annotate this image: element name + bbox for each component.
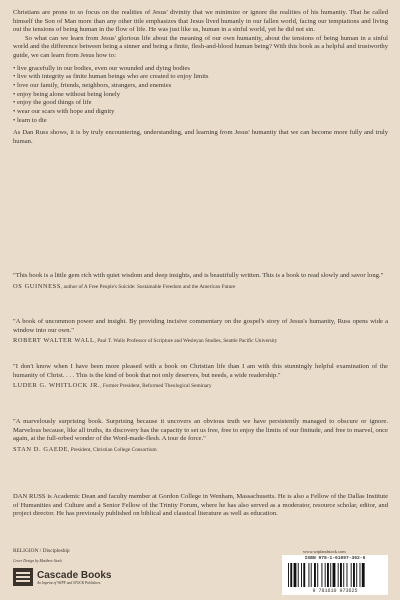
endorsement-attribution xyxy=(13,337,388,345)
category-label: RELIGION / Discipleship xyxy=(13,548,70,554)
endorsement-quote: "This book is a little gem rich with quiet wisdom and deep insights, and is beautifully written. This is a book to read slowly and savor long." xyxy=(13,272,384,279)
list-item: • love our family, friends, neighbors, strangers, and enemies xyxy=(13,81,172,89)
endorsement xyxy=(13,318,388,345)
endorsement-quote: "I don't know when I have been more pleased with a book on Christian life than I am with this stunningly helpful examination of the humanity of Christ. . . . This is the kind of book that not only deserves, but needs, a wide readership." xyxy=(13,363,388,379)
endorsement-attribution xyxy=(13,283,388,291)
list-item: • live with integrity as finite human beings who are created to enjoy limits xyxy=(13,73,209,81)
endorsement-attribution xyxy=(13,446,388,454)
barcode-box xyxy=(282,555,388,595)
endorsement-attribution xyxy=(13,382,388,390)
author-bio xyxy=(13,493,388,519)
list-item: • enjoy being alone without being lonely xyxy=(13,90,121,98)
cover-design-credit: Cover Design by Matthew Stock xyxy=(13,559,62,563)
description xyxy=(13,9,388,147)
intro-paragraph-3: As Dan Russ shows, it is by truly encountering, understanding, and learning from Jesus' humanity that we can become more fully and truly human. xyxy=(13,129,388,146)
endorser-title: , author of A Free People's Suicide: Sustainable Freedom and the American Future xyxy=(60,283,236,290)
endorser-name: OS GUINNESS xyxy=(13,282,61,290)
list-item: • live gracefully in our bodies, even our wounded and dying bodies xyxy=(13,64,191,72)
barcode-number: 9 781610 973625 xyxy=(312,588,358,594)
endorser-name: LUDER G. WHITLOCK JR. xyxy=(13,382,101,390)
isbn-label: ISBN 978-1-61097-362-5 xyxy=(304,556,366,561)
list-item: • wear our scars with hope and dignity xyxy=(13,108,115,116)
learning-list xyxy=(13,65,388,126)
endorsement xyxy=(13,272,388,291)
endorsement xyxy=(13,363,388,390)
endorser-name: STAN D. GAEDE xyxy=(13,445,69,453)
endorsement-quote: "A marvelously surprising book. Surprising because it uncovers an obvious truth we have persistently managed to obscure or ignore. Marvelous because, like all truths, its discovery has the capacity to set us free, free to enjoy the limits of our finitude, and free to marvel, once again, at the full-orbed wonder of the Word-made-flesh. A tour de force." xyxy=(13,418,388,443)
author-bio-text: DAN RUSS is Academic Dean and faculty member at Gordon College in Wenham, Massachusetts. He is also a Fellow of the Dallas Institute of Humanities and Culture and a Senior Fellow of the Trinity Forum, where he has also served as a moderator, resource scholar, editor, and project director. He has previously published on biblical and classical literature as well as education. xyxy=(13,493,388,518)
publisher-logo xyxy=(13,568,111,586)
endorser-title: , President, Christian College Consortium xyxy=(68,446,157,453)
publisher-name: Cascade Books xyxy=(37,569,112,581)
endorsement xyxy=(13,418,388,454)
list-item: • enjoy the good things of life xyxy=(13,99,92,107)
endorser-title: , Paul T. Walls Professor of Scripture and Wesleyan Studies, Seattle Pacific University xyxy=(94,338,278,345)
endorser-title: , Former President, Reformed Theological Seminary xyxy=(100,383,212,390)
list-item: • learn to die xyxy=(13,116,47,124)
publisher-imprint: An Imprint of WIPF and STOCK Publishers xyxy=(37,580,101,585)
endorsement-quote: "A book of uncommon power and insight. By providing incisive commentary on the gospel's story of Jesus's humanity, Russ opens wide a window into our own." xyxy=(13,318,388,334)
intro-paragraph-1: Christians are prone to so focus on the realities of Jesus' divinity that we minimize or ignore the realities of his humanity. That he called himself the Son of Man more than any other title emphasizes that Jesus lived humanly in our fallen world, facing our temptations and living out the tensions of being human in the flow of life. He was just like us, human in a sinful world, yet he did not sin. xyxy=(13,9,388,34)
endorser-name: ROBERT WALTER WALL xyxy=(13,337,95,345)
intro-paragraph-2: So what can we learn from Jesus' glorious life about the meaning of our own humanity, about the tensions of being human in a sinful world and the difference between being a sinner and being a finite, flesh-and-blood human being? With this book as a helpful and trustworthy guide, we can learn from Jesus how to: xyxy=(13,34,388,59)
barcode-icon xyxy=(288,563,382,587)
cascade-logo-icon xyxy=(13,568,33,586)
publisher-url: www.wipfandstock.com xyxy=(303,549,346,554)
